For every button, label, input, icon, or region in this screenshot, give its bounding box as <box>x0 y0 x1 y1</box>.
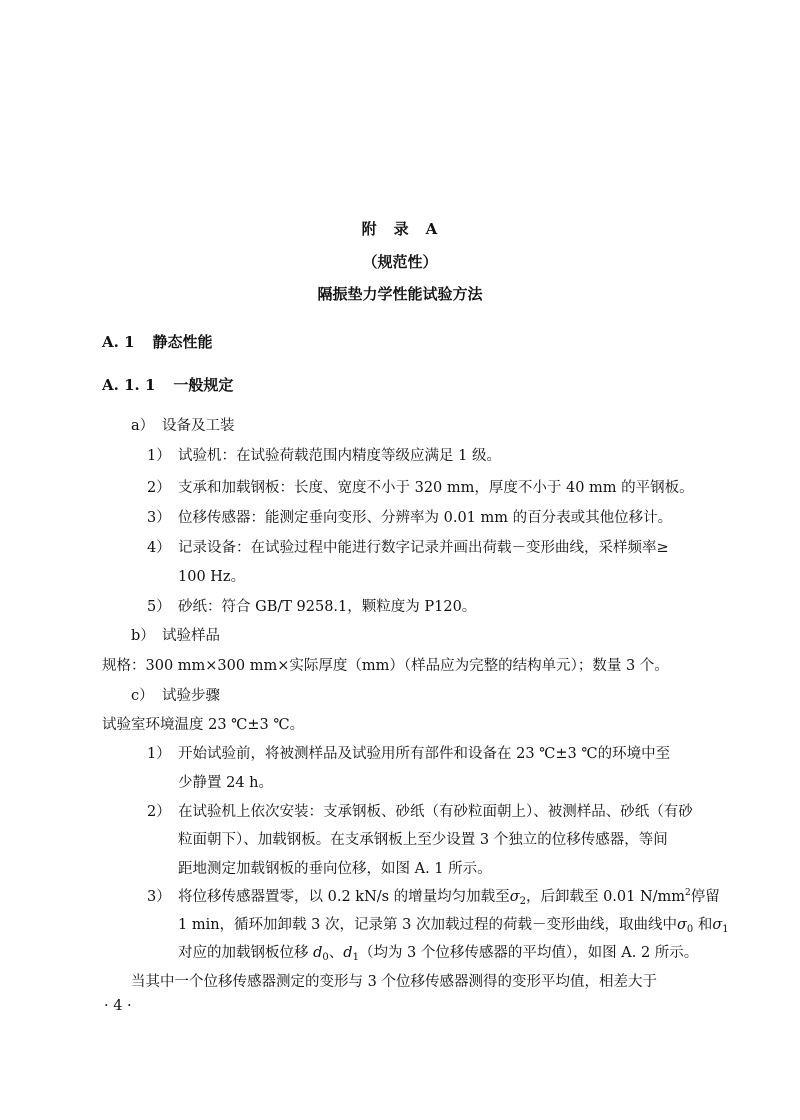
part-c-intro: 试验室环境温度 23 ℃±3 ℃。 <box>102 717 305 733</box>
page-number: · 4 · <box>104 998 132 1014</box>
list-item-num: 1） <box>147 746 171 762</box>
item3-line2 <box>178 913 729 935</box>
sigma-symbol: σ <box>509 889 520 905</box>
part-b-title: 试验样品 <box>162 628 220 644</box>
list-item-num: 3） <box>147 510 171 526</box>
list-item-text: 距地测定加载钢板的垂向位移，如图 A. 1 所示。 <box>178 861 492 877</box>
item3-text: 将位移传感器置零，以 0.2 kN/s 的增量均匀加载至 <box>178 889 510 905</box>
section-a1-title: 静态性能 <box>152 333 213 351</box>
subscript: 1 <box>352 952 359 963</box>
appendix-type: （规范性） <box>362 253 438 271</box>
part-a-title: 设备及工装 <box>162 418 235 434</box>
list-item-text: 100 Hz。 <box>178 569 246 585</box>
list-item-text: 在试验机上依次安装：支承钢板、砂纸（有砂粒面朝上）、被测样品、砂纸（有砂 <box>178 804 693 820</box>
section-a11-heading <box>102 374 233 395</box>
sigma-symbol: σ <box>712 917 723 933</box>
list-item-text: 记录设备：在试验过程中能进行数字记录并画出荷载－变形曲线，采样频率≥ <box>178 540 669 556</box>
section-a1-number: A. 1 <box>102 333 135 351</box>
part-b-label: b） <box>131 628 155 644</box>
list-item-text: 砂纸：符合 GB/T 9258.1，颗粒度为 P120。 <box>178 599 477 615</box>
list-item-text: 试验机：在试验荷载范围内精度等级应满足 1 级。 <box>178 448 501 464</box>
part-a-label: a） <box>131 418 155 434</box>
d-symbol: d <box>313 945 323 961</box>
part-c-label: c） <box>131 688 154 704</box>
list-item-text: 支承和加载钢板：长度、宽度不小于 320 mm，厚度不小于 40 mm 的平钢板。 <box>178 480 694 496</box>
item3-line1 <box>178 885 720 907</box>
list-item-num: 4） <box>147 540 171 556</box>
item3-text: 、 <box>328 945 344 961</box>
item3-text: 停留 <box>690 889 720 905</box>
list-item-num: 1） <box>147 448 171 464</box>
list-item-text: 粒面朝下）、加载钢板。在支承钢板上至少设置 3 个独立的位移传感器，等间 <box>178 832 668 848</box>
section-a11-title: 一般规定 <box>173 376 234 394</box>
section-a1-heading <box>102 331 213 352</box>
list-item-text: 开始试验前，将被测样品及试验用所有部件和设备在 23 ℃±3 ℃的环境中至 <box>178 746 671 762</box>
subscript: 0 <box>686 924 694 935</box>
list-item-num: 5） <box>147 599 171 615</box>
subscript: 2 <box>519 896 526 907</box>
appendix-subtitle: 隔振垫力学性能试验方法 <box>317 285 483 303</box>
d-symbol: d <box>343 945 353 961</box>
section-a11-number: A. 1. 1 <box>102 376 156 394</box>
list-item-num: 2） <box>147 804 171 820</box>
list-item-text: 位移传感器：能测定垂向变形、分辨率为 0.01 mm 的百分表或其他位移计。 <box>178 510 673 526</box>
last-line: 当其中一个位移传感器测定的变形与 3 个位移传感器测得的变形平均值，相差大于 <box>131 974 657 990</box>
item3-line3 <box>178 941 698 963</box>
sigma-symbol: σ <box>676 917 687 933</box>
item3-text: 对应的加载钢板位移 <box>178 945 314 961</box>
subscript: 1 <box>722 924 729 935</box>
item3-text: 和 <box>693 917 713 933</box>
item3-text: ，后卸载至 0.01 N/mm <box>525 889 686 905</box>
list-item-num: 2） <box>147 480 171 496</box>
superscript: 2 <box>685 888 691 898</box>
part-c-title: 试验步骤 <box>162 688 220 704</box>
list-item-text: 少静置 24 h。 <box>178 775 274 791</box>
list-item-num: 3） <box>147 889 171 905</box>
part-b-text: 规格：300 mm×300 mm×实际厚度（mm）（样品应为完整的结构单元）；数量 3 个。 <box>102 658 669 674</box>
item3-text: （均为 3 个位移传感器的平均值），如图 A. 2 所示。 <box>358 945 699 961</box>
subscript: 0 <box>322 952 329 963</box>
appendix-title: 附 录 A <box>361 220 439 238</box>
item3-text: 1 min，循环加卸载 3 次，记录第 3 次加载过程的荷载－变形曲线，取曲线中 <box>178 917 677 933</box>
